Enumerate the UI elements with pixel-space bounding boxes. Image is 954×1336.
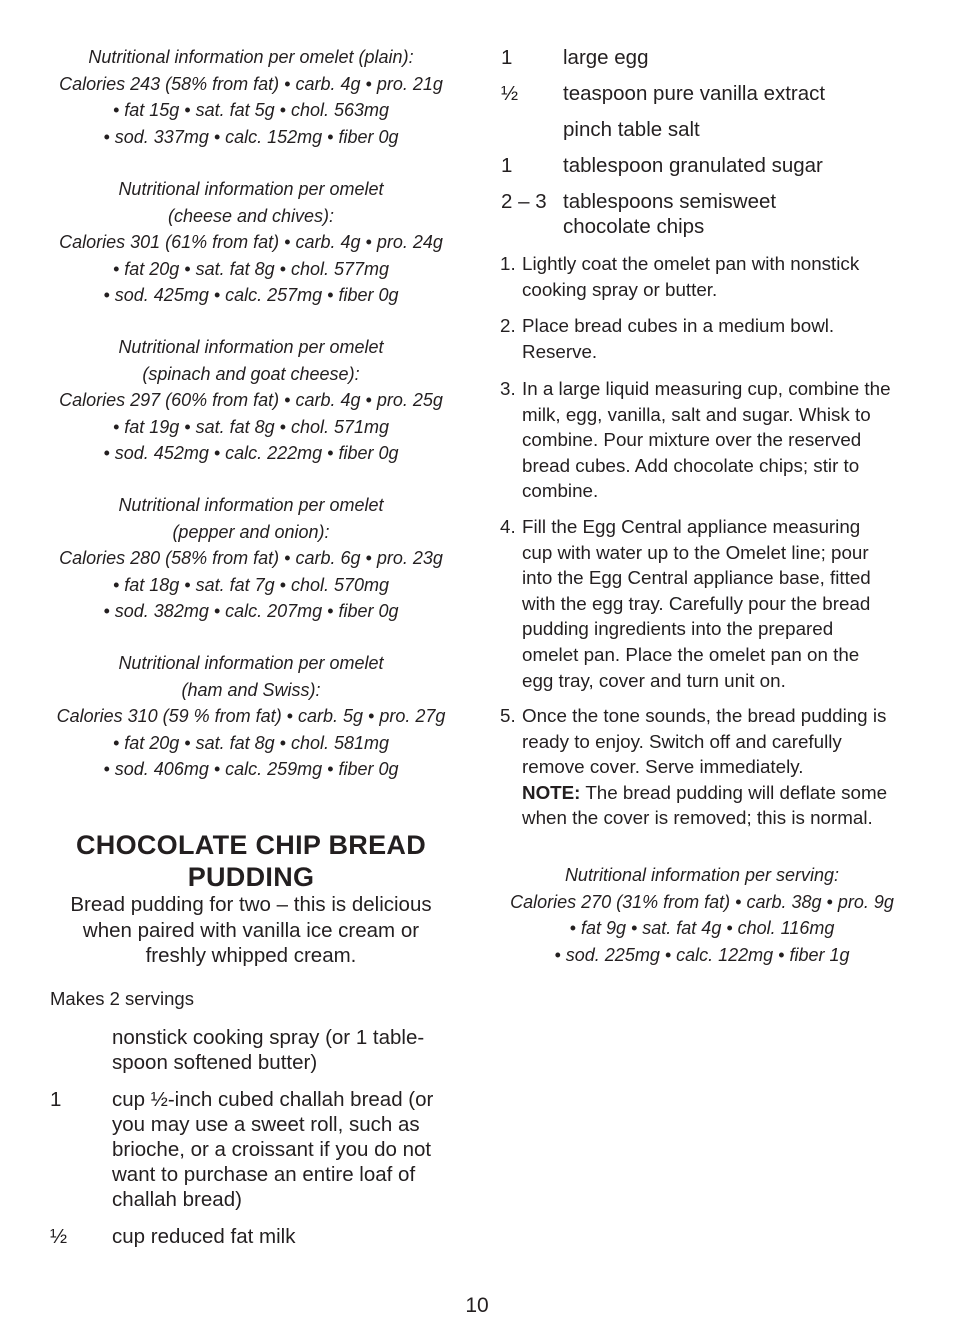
ingredient-text bbox=[563, 189, 913, 239]
nutrition-line: (pepper and onion): bbox=[172, 521, 330, 542]
ingredient-line: brioche, or a croissant if you do not bbox=[112, 1138, 432, 1161]
step-number: 2. bbox=[500, 315, 516, 336]
nutrition-line: (cheese and chives): bbox=[167, 205, 335, 226]
ingredient-text bbox=[563, 81, 913, 106]
step-line: In a large liquid measuring cup, combine the bbox=[522, 378, 891, 399]
intro-line: Bread pudding for two – this is delicious bbox=[70, 893, 432, 916]
nutrition-line: • sod. 452mg • calc. 222mg • fiber 0g bbox=[103, 443, 399, 463]
ingredient-line: cup reduced fat milk bbox=[112, 1225, 296, 1248]
page-number: 10 bbox=[465, 1294, 489, 1317]
nutrition-line: • fat 15g • sat. fat 5g • chol. 563mg bbox=[112, 100, 390, 120]
step-line: milk, egg, vanilla, salt and sugar. Whisk to bbox=[522, 403, 871, 425]
serving-nutrition bbox=[499, 862, 905, 968]
ingredient-line: challah bread) bbox=[112, 1188, 242, 1211]
ingredient-line: you may use a sweet roll, such as bbox=[112, 1113, 420, 1136]
step-text bbox=[522, 514, 912, 693]
nutrition-line: • sod. 337mg • calc. 152mg • fiber 0g bbox=[103, 126, 399, 147]
nutrition-line: • sod. 382mg • calc. 207mg • fiber 0g bbox=[103, 601, 399, 621]
nutrition-line: • fat 19g • sat. fat 8g • chol. 571mg bbox=[112, 416, 390, 437]
recipe-intro bbox=[48, 892, 454, 969]
nutrition-line: Calories 280 (58% from fat) • carb. 6g • pro. 23g bbox=[59, 548, 443, 568]
instruction-step bbox=[499, 376, 909, 504]
instruction-step bbox=[499, 514, 909, 693]
step-line: ready to enjoy. Switch off and carefully bbox=[522, 730, 842, 752]
intro-line: freshly whipped cream. bbox=[145, 944, 357, 968]
step-text bbox=[522, 376, 912, 504]
step-line: Place bread cubes in a medium bowl. bbox=[522, 315, 835, 336]
step-line: omelet pan. Place the omelet pan on the bbox=[522, 643, 860, 665]
ingredient-text bbox=[112, 1087, 462, 1212]
nutrition-block-ham-swiss bbox=[48, 650, 454, 783]
ingredient-line: spoon softened butter) bbox=[112, 1051, 318, 1074]
nutrition-line: Nutritional information per omelet bbox=[118, 495, 384, 515]
ingredient-line: pinch table salt bbox=[563, 118, 700, 141]
step-text bbox=[522, 313, 912, 364]
ingredient-qty: 1 bbox=[501, 46, 513, 69]
ingredient-line: large egg bbox=[563, 46, 649, 69]
ingredient-qty: 2 – 3 bbox=[501, 190, 547, 213]
ingredient-line: want to purchase an entire loaf of bbox=[112, 1163, 416, 1186]
step-line: with the egg tray. Carefully pour the bread bbox=[522, 592, 871, 614]
step-line: combine. Pour mixture over the reserved bbox=[522, 429, 862, 451]
nutrition-line: Nutritional information per omelet bbox=[118, 179, 384, 199]
nutrition-line: • fat 20g • sat. fat 8g • chol. 581mg bbox=[112, 732, 390, 753]
nutrition-line: • fat 18g • sat. fat 7g • chol. 570mg bbox=[112, 574, 390, 595]
nutrition-line: Calories 243 (58% from fat) • carb. 4g • pro. 21g bbox=[59, 73, 443, 94]
nutrition-line: Calories 310 (59 % from fat) • carb. 5g • pro. 27g bbox=[56, 706, 446, 726]
recipe-title-line: PUDDING bbox=[187, 862, 315, 892]
nutrition-line: Nutritional information per omelet bbox=[118, 653, 384, 673]
servings-text: Makes 2 servings bbox=[50, 988, 194, 1009]
nutrition-line: Nutritional information per serving: bbox=[564, 865, 840, 885]
ingredient-text bbox=[112, 1025, 462, 1075]
nutrition-block-spinach-goat-cheese bbox=[48, 334, 454, 467]
nutrition-line: Nutritional information per omelet bbox=[118, 337, 384, 357]
nutrition-line: Calories 270 (31% from fat) • carb. 38g • pro. 9g bbox=[510, 891, 894, 912]
nutrition-line: • fat 9g • sat. fat 4g • chol. 116mg bbox=[569, 918, 835, 938]
nutrition-block-plain bbox=[48, 44, 454, 150]
nutrition-line: • fat 20g • sat. fat 8g • chol. 577mg bbox=[112, 258, 390, 279]
instruction-step bbox=[499, 313, 909, 365]
nutrition-line: • sod. 425mg • calc. 257mg • fiber 0g bbox=[103, 285, 399, 305]
step-line: cup with water up to the Omelet line; pour bbox=[522, 541, 869, 563]
ingredient-text bbox=[563, 117, 913, 142]
note-text: The bread pudding will deflate some bbox=[580, 781, 888, 803]
ingredient-line: teaspoon pure vanilla extract bbox=[563, 82, 826, 105]
step-line: Once the tone sounds, the bread pudding is bbox=[522, 705, 887, 726]
ingredient-text bbox=[563, 153, 913, 178]
step-number: 3. bbox=[500, 378, 516, 399]
step-line: egg tray, cover and turn unit on. bbox=[522, 669, 786, 691]
step-text bbox=[522, 251, 912, 302]
nutrition-line: Calories 297 (60% from fat) • carb. 4g • pro. 25g bbox=[59, 390, 443, 410]
intro-line: when paired with vanilla ice cream or bbox=[82, 918, 420, 942]
nutrition-line: Calories 301 (61% from fat) • carb. 4g • pro. 24g bbox=[59, 232, 443, 252]
step-text bbox=[522, 703, 912, 831]
ingredient-text bbox=[112, 1224, 462, 1249]
step-number: 5. bbox=[500, 705, 516, 726]
step-number: 1. bbox=[500, 253, 516, 274]
recipe-title bbox=[48, 829, 454, 893]
ingredient-line: nonstick cooking spray (or 1 table- bbox=[112, 1026, 425, 1049]
ingredient-line: cup ½-inch cubed challah bread (or bbox=[112, 1088, 434, 1111]
step-line: pudding ingredients into the prepared bbox=[522, 618, 834, 640]
note-line bbox=[522, 780, 912, 806]
nutrition-line: • sod. 406mg • calc. 259mg • fiber 0g bbox=[103, 759, 399, 779]
step-line: Lightly coat the omelet pan with nonstick bbox=[522, 253, 860, 274]
step-line: cooking spray or butter. bbox=[522, 278, 718, 300]
nutrition-line: (spinach and goat cheese): bbox=[142, 363, 360, 384]
step-number: 4. bbox=[500, 516, 516, 537]
nutrition-line: (ham and Swiss): bbox=[181, 679, 321, 700]
recipe-title-line: CHOCOLATE CHIP BREAD bbox=[75, 830, 426, 860]
ingredient-qty: ½ bbox=[50, 1225, 68, 1248]
ingredient-qty: 1 bbox=[50, 1088, 62, 1111]
step-line: remove cover. Serve immediately. bbox=[522, 756, 804, 778]
ingredient-qty: ½ bbox=[501, 82, 519, 105]
instruction-step bbox=[499, 251, 909, 303]
ingredient-line: tablespoon granulated sugar bbox=[563, 154, 823, 177]
nutrition-line: Nutritional information per omelet (plain): bbox=[88, 47, 414, 67]
ingredient-text bbox=[563, 45, 913, 70]
step-line: bread cubes. Add chocolate chips; stir to bbox=[522, 454, 860, 476]
ingredient-line: chocolate chips bbox=[563, 215, 705, 238]
instruction-step bbox=[499, 703, 909, 831]
nutrition-block-pepper-onion bbox=[48, 492, 454, 625]
nutrition-line: • sod. 225mg • calc. 122mg • fiber 1g bbox=[554, 944, 850, 965]
ingredient-line: tablespoons semisweet bbox=[563, 190, 777, 213]
step-line: Fill the Egg Central appliance measuring bbox=[522, 516, 861, 537]
step-line: combine. bbox=[522, 480, 599, 502]
ingredient-qty: 1 bbox=[501, 154, 513, 177]
step-line: Reserve. bbox=[522, 340, 598, 362]
note-label: NOTE: bbox=[522, 781, 581, 803]
note-text: when the cover is removed; this is normal. bbox=[522, 807, 873, 829]
step-line: into the Egg Central appliance base, fitted bbox=[522, 567, 871, 589]
nutrition-block-cheese-chives bbox=[48, 176, 454, 309]
